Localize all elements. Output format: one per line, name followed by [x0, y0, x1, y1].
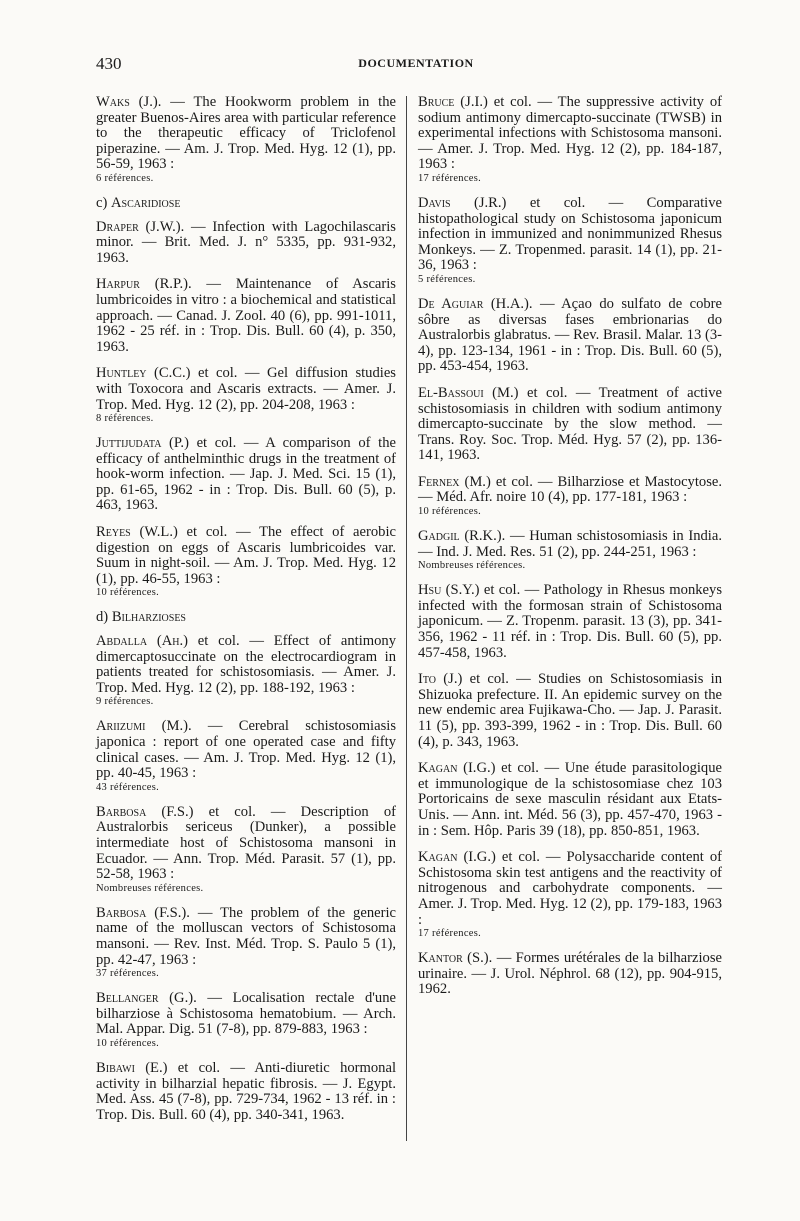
entry-citation: et col. — Bilharziose et Mastocytose. — Méd. Afr. noire 10 (4), pp. 177-181, 1963 : [418, 473, 722, 506]
section-label: d) [96, 609, 112, 626]
entry-author: Barbosa (F.S.). [96, 904, 190, 921]
page-number: 430 [96, 54, 122, 73]
entry-author: Harpur (R.P.). [96, 276, 192, 293]
entry-citation: — Cerebral schistosomiasis japonica : report of one operated case and fifty clinical cases. — Am. J. Trop. Med. Hyg. 12 (1), pp. 40-45, 1963 : [96, 718, 397, 782]
bibliography-entry [418, 761, 722, 839]
bibliography-entry [96, 95, 396, 185]
entry-citation: et col. — Treatment of active schistosomiasis in children with sodium antimony dimercapto-succinate by the slow method. — Trans. Roy. Soc. Trop. Méd. Hyg. 57 (2), pp. 136-141, 1963. [418, 384, 722, 464]
bibliography-entry [418, 297, 722, 375]
left-column [96, 95, 396, 1134]
entry-author: Gadgil (R.K.). [418, 528, 506, 545]
bibliography-entry [418, 583, 722, 661]
entry-citation: et col. — A comparison of the efficacy of anthelminthic drugs in the treatment of hook-worm infection. — Jap. J. Med. Sci. 15 (1), pp. 61-65, 1962 - in : Trop. Dis. Bull. 60 (5), p. 463, 1963. [96, 435, 396, 514]
running-title: DOCUMENTATION [358, 56, 474, 70]
bibliography-entry [418, 672, 722, 750]
entry-citation: et col. — Polysaccharide content of Schistosoma skin test antigens and the reactivity of nitrogenous and carbohydrate components. — Amer. J. Trop. Med. Hyg. 12 (2), pp. 179-183, 1963 : [418, 849, 722, 928]
bibliography-entry [96, 805, 396, 895]
entry-citation: — Infection with Lagochilascaris minor. — Brit. Med. J. n° 5335, pp. 931-932, 1963. [96, 218, 396, 266]
entry-references: 43 références. [96, 781, 160, 793]
bibliography-entry [96, 719, 396, 793]
entry-author: Kantor (S.). [418, 950, 493, 967]
bibliography-entry [418, 951, 722, 998]
entry-author: Draper (J.W.). [96, 218, 185, 235]
bibliography-entry [96, 220, 396, 267]
entry-citation: — Açao do sulfato de cobre sôbre as diversas fases embrionarias do Australorbis glabratus. — Rev. Brasil. Malar. 13 (3-4), pp. 123-134, 1961 - in : Trop. Dis. Bull. 60 (5), pp. 453-454, 1963. [418, 295, 722, 375]
entry-author: Bibawi (E.) [96, 1059, 168, 1076]
entry-author: De Aguiar (H.A.). [418, 295, 533, 312]
entry-references: 17 références. [418, 928, 482, 940]
entry-citation: et col. — The effect of aerobic digestion on eggs of Ascaris lumbricoides var. Suum in night-soil. — Am. J. Trop. Med. Hyg. 12 (1), pp. 46-55, 1963 : [96, 524, 396, 587]
bibliography-entry [96, 1061, 396, 1123]
entry-author: Reyes (W.L.) [96, 524, 178, 541]
bibliography-entry [96, 634, 396, 708]
entry-author: Waks (J.). [96, 94, 162, 110]
entry-citation: et col. — Comparative histopathological study on Schistosoma japonicum infection in immunized and nonimmunized Rhesus Monkeys. — Z. Tropenmed. parasit. 14 (1), pp. 21-36, 1963 : [418, 194, 722, 274]
bibliography-entry [96, 436, 396, 514]
entry-author: Barbosa (F.S.) [96, 803, 194, 820]
entry-author: Ito (J.) [418, 671, 463, 688]
entry-references: 8 références. [96, 413, 154, 425]
bibliography-entry [418, 196, 722, 286]
entry-references: 9 références. [96, 696, 154, 708]
bibliography-entry [418, 475, 722, 518]
bibliography-entry [418, 95, 722, 185]
entry-author: Juttijudata (P.) [96, 435, 189, 452]
bibliography-entry [418, 529, 722, 572]
entry-references: 6 références. [96, 172, 154, 184]
entry-references: 10 références. [418, 506, 482, 518]
entry-author: Kagan (I.G.) [418, 760, 496, 777]
entry-references: 10 références. [96, 587, 160, 599]
page-header [96, 54, 736, 74]
entry-citation: et col. — Anti-diuretic hormonal activity in bilharzial hepatic fibrosis. — J. Egypt. Med. Ass. 45 (7-8), pp. 729-734, 1962 - 13 réf. in : Trop. Dis. Bull. 60 (4), pp. 340-341, 1963. [96, 1059, 396, 1123]
entry-author: Abdalla (Ah.) [96, 633, 189, 650]
section-heading [96, 610, 396, 626]
bibliography-entry [96, 366, 396, 425]
entry-author: Bellanger (G.). [96, 990, 197, 1007]
bibliography-entry [418, 386, 722, 464]
entry-citation: et col. — Gel diffusion studies with Toxocora and Ascaris extracts. — Amer. J. Trop. Med. Hyg. 12 (2), pp. 204-208, 1963 : [96, 365, 396, 413]
entry-citation: — Formes urétérales de la bilharziose urinaire. — J. Urol. Néphrol. 68 (12), pp. 904-915, 1962. [418, 950, 722, 998]
entry-references: Nombreuses références. [96, 882, 204, 894]
entry-citation: et col. — Une étude parasitologique et immunologique de la schistosomiase chez 103 Portoricains de sexe masculin résidant aux Etats-Unis. — Ann. int. Méd. 56 (3), pp. 457-470, 1963 - in : Sem. Hôp. Paris 39 (18), pp. 850-851, 1963. [418, 760, 722, 839]
bibliography-entry [96, 906, 396, 980]
entry-references: 37 références. [96, 968, 160, 980]
entry-citation: et col. — Pathology in Rhesus monkeys infected with the formosan strain of Schistosoma japonicum. — Z. Tropenm. parasit. 13 (3), pp. 341-356, 1962 - 11 réf. in : Trop. Dis. Bull. 60 (5), pp. 457-458, 1963. [418, 582, 723, 661]
entry-author: Fernex (M.) [418, 473, 491, 490]
entry-citation: et col. — Description of Australorbis sericeus (Dunker), a possible intermediate host of Schistosoma mansoni in Ecuador. — Ann. Trop. Méd. Parasit. 57 (1), pp. 52-58, 1963 : [96, 803, 397, 883]
entry-author: Huntley (C.C.) [96, 365, 191, 382]
entry-references: 5 références. [418, 273, 476, 285]
entry-author: El-Bassoui (M.) [418, 384, 519, 401]
bibliography-entry [418, 850, 722, 940]
right-column [418, 95, 722, 1009]
entry-author: Davis (J.R.) [418, 194, 507, 211]
entry-author: Kagan (I.G.) [418, 849, 496, 866]
entry-citation: — Maintenance of Ascaris lumbricoides in vitro : a biochemical and statistical approach. — Canad. J. Zool. 40 (6), pp. 991-1011, 1962 - 25 réf. in : Trop. Dis. Bull. 60 (4), p. 350, 1963. [96, 276, 396, 355]
entry-citation: et col. — Studies on Schistosomiasis in Shizuoka prefecture. II. An epidemic survey on the new endemic area Fujikawa-Cho. — Jap. J. Parasit. 11 (5), pp. 393-399, 1962 - in : Trop. Dis. Bull. 60 (4), p. 343, 1963. [418, 671, 722, 750]
section-name: Bilharzioses [111, 609, 186, 626]
bibliography-entry [96, 991, 396, 1050]
section-heading [96, 196, 396, 212]
entry-references: Nombreuses références. [418, 560, 526, 572]
bibliography-entry [96, 277, 396, 355]
entry-author: Hsu (S.Y.) [418, 582, 480, 599]
column-divider [406, 96, 407, 1141]
entry-citation: et col. — Effect of antimony dimercaptosuccinate on the electrocardiogram in patients treated for schistosomiasis. — Amer. J. Trop. Med. Hyg. 12 (2), pp. 188-192, 1963 : [96, 633, 397, 696]
entry-citation: et col. — The suppressive activity of sodium antimony dimercapto-succinate (TWSB) in experimental infections with Schistosoma mansoni. — Amer. J. Trop. Med. Hyg. 12 (2), pp. 184-187, 1963 : [418, 94, 723, 173]
entry-author: Bruce (J.I.) [418, 94, 488, 110]
entry-citation: — The Hookworm problem in the greater Buenos-Aires area with particular reference to the therapeutic efficacy of Triclofenol piperazine. — Am. J. Trop. Med. Hyg. 12 (1), pp. 56-59, 1963 : [96, 94, 397, 173]
entry-references: 17 références. [418, 172, 482, 184]
entry-references: 10 références. [96, 1037, 160, 1049]
bibliography-entry [96, 525, 396, 599]
entry-citation: — The problem of the generic name of the molluscan vectors of Schistosoma mansoni. — Rev. Inst. Méd. Trop. S. Paulo 5 (1), pp. 42-47, 1963 : [96, 904, 396, 968]
section-label: c) [96, 194, 111, 211]
entry-citation: — Localisation rectale d'une bilharziose à Schistosoma hematobium. — Arch. Mal. Appar. Dig. 51 (7-8), pp. 879-883, 1963 : [96, 990, 396, 1038]
entry-citation: — Human schistosomiasis in India. — Ind. J. Med. Res. 51 (2), pp. 244-251, 1963 : [418, 528, 722, 560]
entry-author: Ariizumi (M.). [96, 718, 192, 735]
section-name: Ascaridiose [111, 194, 181, 211]
